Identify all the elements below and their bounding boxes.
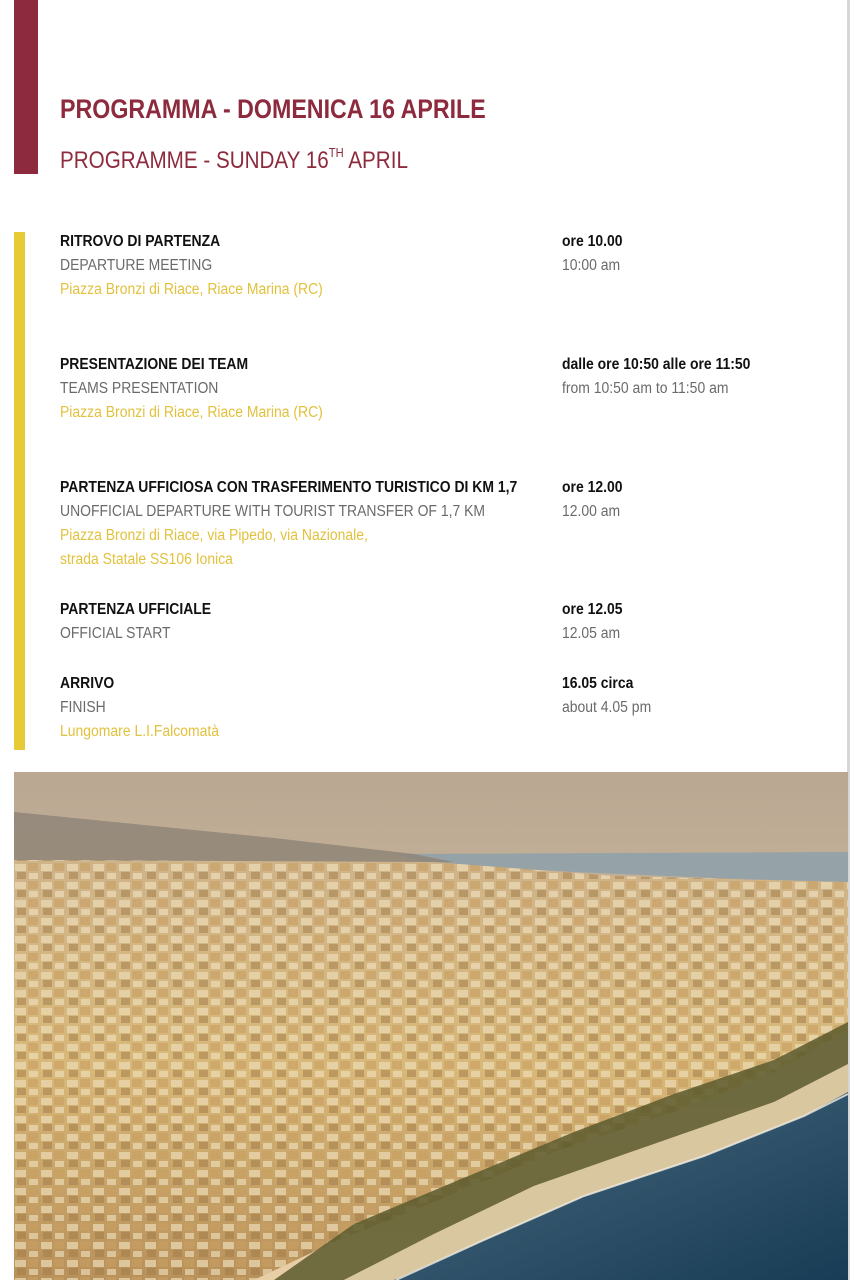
event-title-italian: RITROVO DI PARTENZA	[60, 233, 221, 250]
event-time-italian: dalle ore 10:50 alle ore 11:50	[562, 356, 751, 373]
event-place: Lungomare L.I.Falcomatà	[60, 723, 219, 740]
event-title-english: TEAMS PRESENTATION	[60, 380, 219, 397]
event-title-english: UNOFFICIAL DEPARTURE WITH TOURIST TRANSFER OF 1,7 KM	[60, 503, 486, 520]
event-time-english: about 4.05 pm	[562, 699, 652, 716]
event-title-english: OFFICIAL START	[60, 625, 171, 642]
event-title-italian: PRESENTAZIONE DEI TEAM	[60, 356, 249, 373]
event-title-english: DEPARTURE MEETING	[60, 257, 213, 274]
event-title-italian: ARRIVO	[60, 675, 115, 692]
event-title-english: FINISH	[60, 699, 106, 716]
event-time-english: 12.00 am	[562, 503, 621, 520]
event-time-italian: ore 12.00	[562, 479, 623, 496]
title-en-ordinal: TH	[328, 145, 344, 160]
event-time-italian: 16.05 circa	[562, 675, 634, 692]
title-en-suffix: APRIL	[343, 147, 408, 174]
title-en-prefix: PROGRAMME - SUNDAY 16	[60, 147, 329, 174]
page-title-italian: PROGRAMMA - DOMENICA 16 APRILE	[60, 94, 486, 124]
event-place-line-2: strada Statale SS106 Ionica	[60, 551, 233, 568]
program-accent-bar	[14, 232, 25, 750]
event-place: Piazza Bronzi di Riace, Riace Marina (RC)	[60, 404, 323, 421]
event-title-italian: PARTENZA UFFICIALE	[60, 601, 212, 618]
header-accent-bar	[14, 0, 38, 174]
event-time-italian: ore 12.05	[562, 601, 623, 618]
event-time-italian: ore 10.00	[562, 233, 623, 250]
event-place: Piazza Bronzi di Riace, Riace Marina (RC)	[60, 281, 323, 298]
event-time-english: from 10:50 am to 11:50 am	[562, 380, 729, 397]
event-time-english: 12.05 am	[562, 625, 621, 642]
event-place-line-1: Piazza Bronzi di Riace, via Pipedo, via Nazionale,	[60, 527, 368, 544]
event-title-italian: PARTENZA UFFICIOSA CON TRASFERIMENTO TURISTICO DI KM 1,7	[60, 479, 518, 496]
event-time-english: 10:00 am	[562, 257, 621, 274]
city-aerial-photo	[14, 772, 848, 1280]
page-title-english	[60, 147, 408, 175]
